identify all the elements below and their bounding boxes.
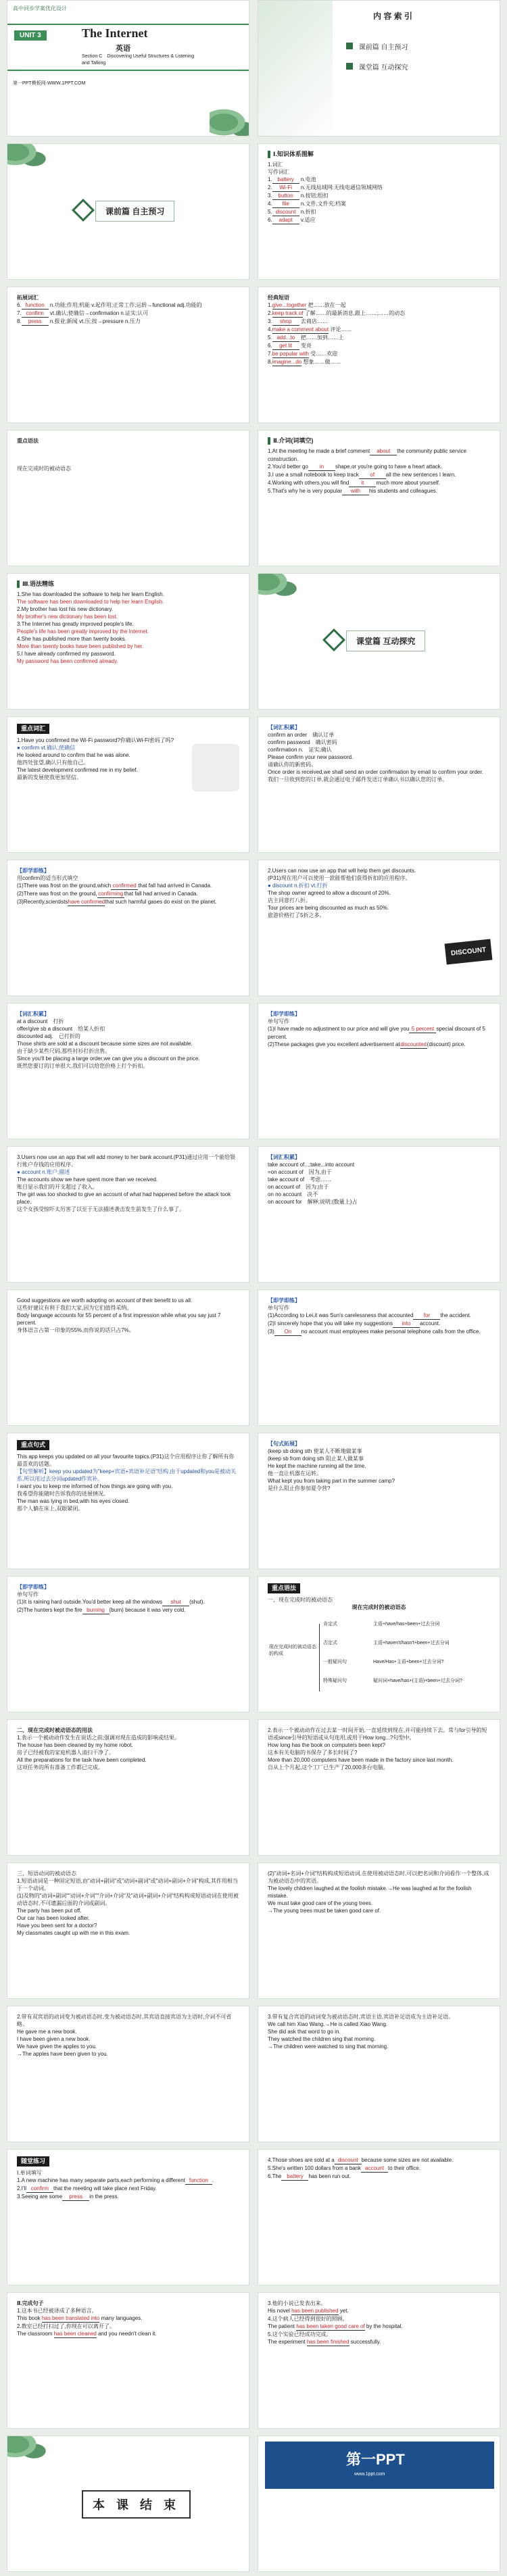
exercise-slide-2: 4.Those shoes are sold at a discount because some sizes are not available. 5.She's written 100 dollars from a bank account to their office. 6.The battery has been run out. <box>258 2149 500 2285</box>
account-practice-slide: 【即学即练】 单句写作 (1)According to Lei,it was Sun's carelessness that accounted for the accident. (2)I sincerely hope that you will take my suggestions into account. (3) On no account must employees make personal telephone calls from the office. <box>258 1289 500 1426</box>
cursor-image <box>192 744 239 791</box>
account-vocab-slide: 【词汇积累】 take account of...;take...into account =on account of 因为,由于 take account of 考虑…… on account of 因为;由于 on no account 决不 on account for 解释;说明;(数量上)占 <box>258 1146 500 1283</box>
sentence-extension-slide: 【句式拓展】 (keep sb doing sth 使某人不断地做某事 (keep sb from doing sth 阻止某人做某事 He kept the machine running all the time. 他一直让机器在运转。 What kept you from taking part in the summer camp? 是什么阻止你参加夏令营? <box>258 1433 500 1569</box>
account-examples-slide: Good suggestions are worth adopting on account of their benefit to us all. 这些好建议有利于我们大家,因为它们值得采纳。 Body language accounts for 55 percent of a first impression while what you say just 7 percent. 身体语言占第一印象的55%,而你说的话只占7%。 <box>7 1289 249 1426</box>
discount-slide: 2.Users can now use an app that will help them get discounts.(P31)现在用户可以使用一款能帮他们获得折扣的应用程序。 ● discount n.折扣 vt.打折 The shop owner agreed to allow a discount of 20%. 店主同意打八折。 Tour prices are being discounted as much as 50%. 旅游价格打了5折之多。 DISCOUNT <box>258 860 500 996</box>
discount-badge: DISCOUNT <box>444 939 492 965</box>
phrases-slide: 经典短语 1.give...together 把……放在一起 2.keep track of 了解……的最新消息,跟上……;……的动态 3. shop 去商店…… 4.make a comment about 评论…… 5. add...to 把……加到……上 6. get lit 变亮 7.be popular with 受……欢迎 8.imagine...do 想象……做…… <box>258 287 500 423</box>
sentence-pattern-slide: 重点句式 This app keeps you updated on all your favourite topics.(P31)这个应用程序让你了解所有你最喜欢的话题。 【句型解析】keep you updated为"keep+宾语+宾语补足语"结构,由于updated和you是被动关系,所以用过去分词updated作宾补。 I want you to keep me informed of how things are going with you. 我希望你能随时告诉我你的进展情况。 The man was lying in bed,with his eyes closed. 那个人躺在床上,双眼紧闭。 <box>7 1433 249 1569</box>
toc-item-2[interactable]: 课堂篇 互动探究 <box>346 61 408 72</box>
row-3 <box>7 287 500 428</box>
discount-vocab-slide: 【词汇积累】 at a discount 打折 offer/give sb a discount 给某人折扣 discounted adj. 已打折的 Those shirts are sold at a discount because some sizes are not available. 由于缺少某些尺码,那些衬衫打折出售。 Since you'll be placing a large order,we can give you a discount on the price. 既然您要订的订单很大,我们可以给您价格上打个折扣。 <box>7 1003 249 1139</box>
key-vocab-slide: 重点词汇 1.Have you confirmed the Wi-Fi password?你确认Wi-Fi密码了吗? ● confirm vt.确认;使确信 He looked around to confirm that he was alone. 他四处张望,确认只有他自己。 The latest development confirmed me in my belief. 最新的发展使我更加坚信。 <box>7 716 249 853</box>
section-title-slide-1 <box>7 143 249 280</box>
row-9 <box>7 1146 500 1288</box>
section-title: 课堂篇 互动探究 <box>346 630 425 651</box>
end-slide <box>7 2435 249 2572</box>
discount-practice-slide: 【即学即练】 单句写作 (1)I have made no adjustment to our price and will give you 5 percent special discount of 5 percent. (2)These packages give you excellent advertisement atdiscounted(discount) price. <box>258 1003 500 1139</box>
row-15 <box>7 2006 500 2148</box>
grammar-usage-slide-2: 2.表示一个被动动作在过去某一时间开始,一直延续到现在,并可能持续下去。常与for引导的短语或since引导的短语或从句连用,或用于How long...?句型中。 How long has the book on computers been kept? 这本有关电脑的书保存了多长时间了? More than 20,000 computers have been made in the factory since last month. 自从上个月起,这个工厂已生产了20,000多台电脑。 <box>258 1719 500 1856</box>
toc-decoration <box>258 1 333 137</box>
row-12 <box>7 1576 500 1718</box>
phrasal-verbs-slide-2: (2)"动词+名词+介词"结构构成短语动词,在使用被动语态时,可以把名词和介词看作一个整体,成为被动语态中的宾语。 The lovely children laughed at the foolish mistake.→He was laughed at for the foolish mistake. We must take good care of the young trees. →The young trees must be taken good care of. <box>258 1862 500 1999</box>
row-10 <box>7 1289 500 1431</box>
row-7 <box>7 860 500 1001</box>
section-title: 课前篇 自主预习 <box>95 201 174 222</box>
section-title: Section C Discovering Useful Structures & Listening and Talking <box>82 54 195 66</box>
row-4 <box>7 430 500 572</box>
sub1: 1.词汇 <box>268 162 283 168</box>
row-16 <box>7 2149 500 2291</box>
row-11 <box>7 1433 500 1575</box>
cover-band <box>7 24 249 71</box>
row-8 <box>7 1003 500 1145</box>
keep-practice-slide: 【即学即练】 单句写作 (1)It is raining hard outside.You'd better keep all the windows shut (shut). (2)The hunters kept the fire burning (burn) because it was very cold. <box>7 1576 249 1712</box>
prepositions-slide: Ⅱ.介词(词填空) 1.At the meeting he made a brief comment about the community public service construction. 2.You'd better go in shape,or you're going to have a heart attack. 3.I use a small notebook to keep track of all the new sentences I learn. 4.Working with others,you will find it much more about yourself. 5.That's why he is very popular with his students and colleagues. <box>258 430 500 566</box>
double-object-slide: 2.带有双宾语的动词变为被动语态时,变为被动语态时,其宾语直接宾语为主语时,介词不可省略。 He gave me a new book. I have been given a new book. We have given the apples to you. →The apples have been given to you. <box>7 2006 249 2142</box>
diamond-icon <box>72 199 95 222</box>
exercise-slide-1: 随堂练习 Ⅰ.单词填写 1.A new machine has many separate parts,each performing a different function . 2.I'll confirm that the meeting will take place next Friday. 3.Seeing are some press in the press. <box>7 2149 249 2285</box>
sub2: 写作词汇 <box>268 169 289 175</box>
sentence-completion-slide-2: 3.他的小说已发表出来。 His novel has been published yet. 4.这个病人已经得到很好的照顾。 The patient has been taken good care of by the hospital. 5.这个实验已经成功完成。 The experiment has been finished successfully. <box>258 2292 500 2429</box>
section-title-slide-2 <box>258 573 500 710</box>
account-slide: 3.Users now use an app that will add money to her bank account.(P31)通过应用一个能给银行账户存钱的应用程序。 ● account n.账户;描述 The accounts show we have spent more than we received. 账目显示我们的开支超过了收入。 The girl was too shocked to give an account of what had happened before the attack took place. 这个女孩受惊吓太厉害了以至于无法描述袭击发生前发生了什么事了。 <box>7 1146 249 1283</box>
subject: 英语 <box>116 45 130 53</box>
toc-slide <box>258 0 500 137</box>
toc-heading: 内 容 索 引 <box>373 11 413 21</box>
diamond-icon <box>322 628 345 651</box>
ppt-logo: 第一PPT <box>346 2451 405 2468</box>
grammar-practice-slide: Ⅲ.语法精练 1.She has downloaded the software to help her learn English. The software has been downloaded to help her learn English. 2.My brother has lost his new dictionary. My brother's new dictionary has been lost. 3.The Internet has greatly improved people's life. People's life has been greatly improved by the Internet. 4.She has published more than twenty books. More than twenty books have been published by her. 5.I have already confirmed my password. My password has been confirmed already. <box>7 573 249 710</box>
row-14 <box>7 1862 500 2004</box>
footer-text: 第一PPT模板网-WWW.1PPT.COM <box>13 81 86 86</box>
ppt-brand-slide <box>258 2435 500 2572</box>
brand: 高中同步学案优化设计 <box>13 5 67 11</box>
practice-confirm-slide: 【即学即练】 用confirm的适当形式填空 (1)There was frost on the ground,which confirmed that fall had arrived in Canada. (2)There was frost on the ground, confirming that fall had arrived in Canada. (3)Recently,scientistshave confirmedthat such harmful gases do exist on the planet. <box>7 860 249 996</box>
bullet-icon <box>346 63 353 70</box>
end-text: 本 课 结 束 <box>82 2490 191 2519</box>
grammar-usage-slide-1: 二、现在完成时被动语态的用法 1.表示一个被动动作发生在说话之前;强调对现在造成的影响或结果。 The house has been cleaned by my home robot. 房子已经被我的家庭机器人清扫干净了。 All the preparations for the task have been completed. 这项任务的所有准备工作都已完成。 <box>7 1719 249 1856</box>
row-2 <box>7 143 500 285</box>
ppt-url: www.1ppt.com <box>354 2472 385 2477</box>
vocab-accumulation-slide: 【词汇积累】 confirm an order 确认订单 confirm password 确认密码 confirmation n. 证实;确认 Please confirm your new password. 请确认你的新密码。 Once order is received,we shall send an order confirmation by email to confirm your order. 我们一旦收到您的订单,就会通过电子邮件发送订单确认书以确认您的订单。 <box>258 716 500 853</box>
grammar-structure-slide: 重点语法 一、现在完成时的被动语态 现在完成时的被动语态 现在完成时的被动语态的构成 肯定式 否定式 一般疑问句 特殊疑问句 主语+have/has+been+过去分词 主语+haven't/hasn't+been+过去分词 Have/Has+主语+been+过去分词? 疑问词+have/has+(主语)+been+过去分词? <box>258 1576 500 1712</box>
row-1 <box>7 0 500 142</box>
phrasal-verbs-slide: 三、短语动词的被动语态 1.短语动词是一种固定短语,由"动词+副词"或"动词+副词"或"动词+副词+介词"构成,其作用相当于一个动词。 (1)及物的"动词+副词""动词+介词""介词+介词"及"动词+副词+介词"结构构成短语动词在使用被动语态时,不可遗漏后面的介词或副词。 The party has been put off. Our car has been looked after. Have you been sent for a doctor? My classmates caught up with me in this exam. <box>7 1862 249 1999</box>
row-18 <box>7 2435 500 2576</box>
vocab-slide: Ⅰ.知识体系图解 1.词汇 写作词汇 1. battery n.电池 2. Wi-Fi n.无线局域网:无线电通信领域网络 3. button n.按钮;组扣 4. file n.文件,文件夹;档案 5. discount n.折扣 6. adapt v.适应 <box>258 143 500 280</box>
ppt-banner <box>265 2442 494 2489</box>
row-13 <box>7 1719 500 1861</box>
cover-slide <box>7 0 249 137</box>
unit-label: UNIT 3 <box>14 30 47 41</box>
extended-vocab-slide: 拓展词汇 6. function n.功能;作用;机能 v.起作用;正常工作;运转→functional adj.功能的 7. confirm vt.确认;使确信→confirmation n.证实;认可 8. press n.报业;新闻 vt.压;按→pressure n.压力 <box>7 287 249 423</box>
row-5 <box>7 573 500 715</box>
row-6 <box>7 716 500 858</box>
grammar-intro-slide: 重点语法 现在完成时的被动语态 <box>7 430 249 566</box>
heading: Ⅰ.知识体系图解 <box>268 151 314 158</box>
row-17 <box>7 2292 500 2434</box>
cover-title: The Internet <box>82 26 148 40</box>
bullet-icon <box>346 43 353 49</box>
sentence-completion-slide-1: Ⅱ.完成句子 1.这本书已经被译成了多种语言。 This book has been translated into many languages. 2.教室已经打扫过了,你现在可以离开了。 The classroom has been cleaned and you needn't clean it. <box>7 2292 249 2429</box>
toc-item-1[interactable]: 课前篇 自主预习 <box>346 41 408 51</box>
complex-object-slide: 3.带有复合宾语的动词变为被动语态时,宾语主语,宾语补足语成为主语补足语。 We call him Xiao Wang.→He is called Xiao Wang. She did ask that word to go in. They watched the children sing that morning. →The children were watched to sing that morning. <box>258 2006 500 2142</box>
